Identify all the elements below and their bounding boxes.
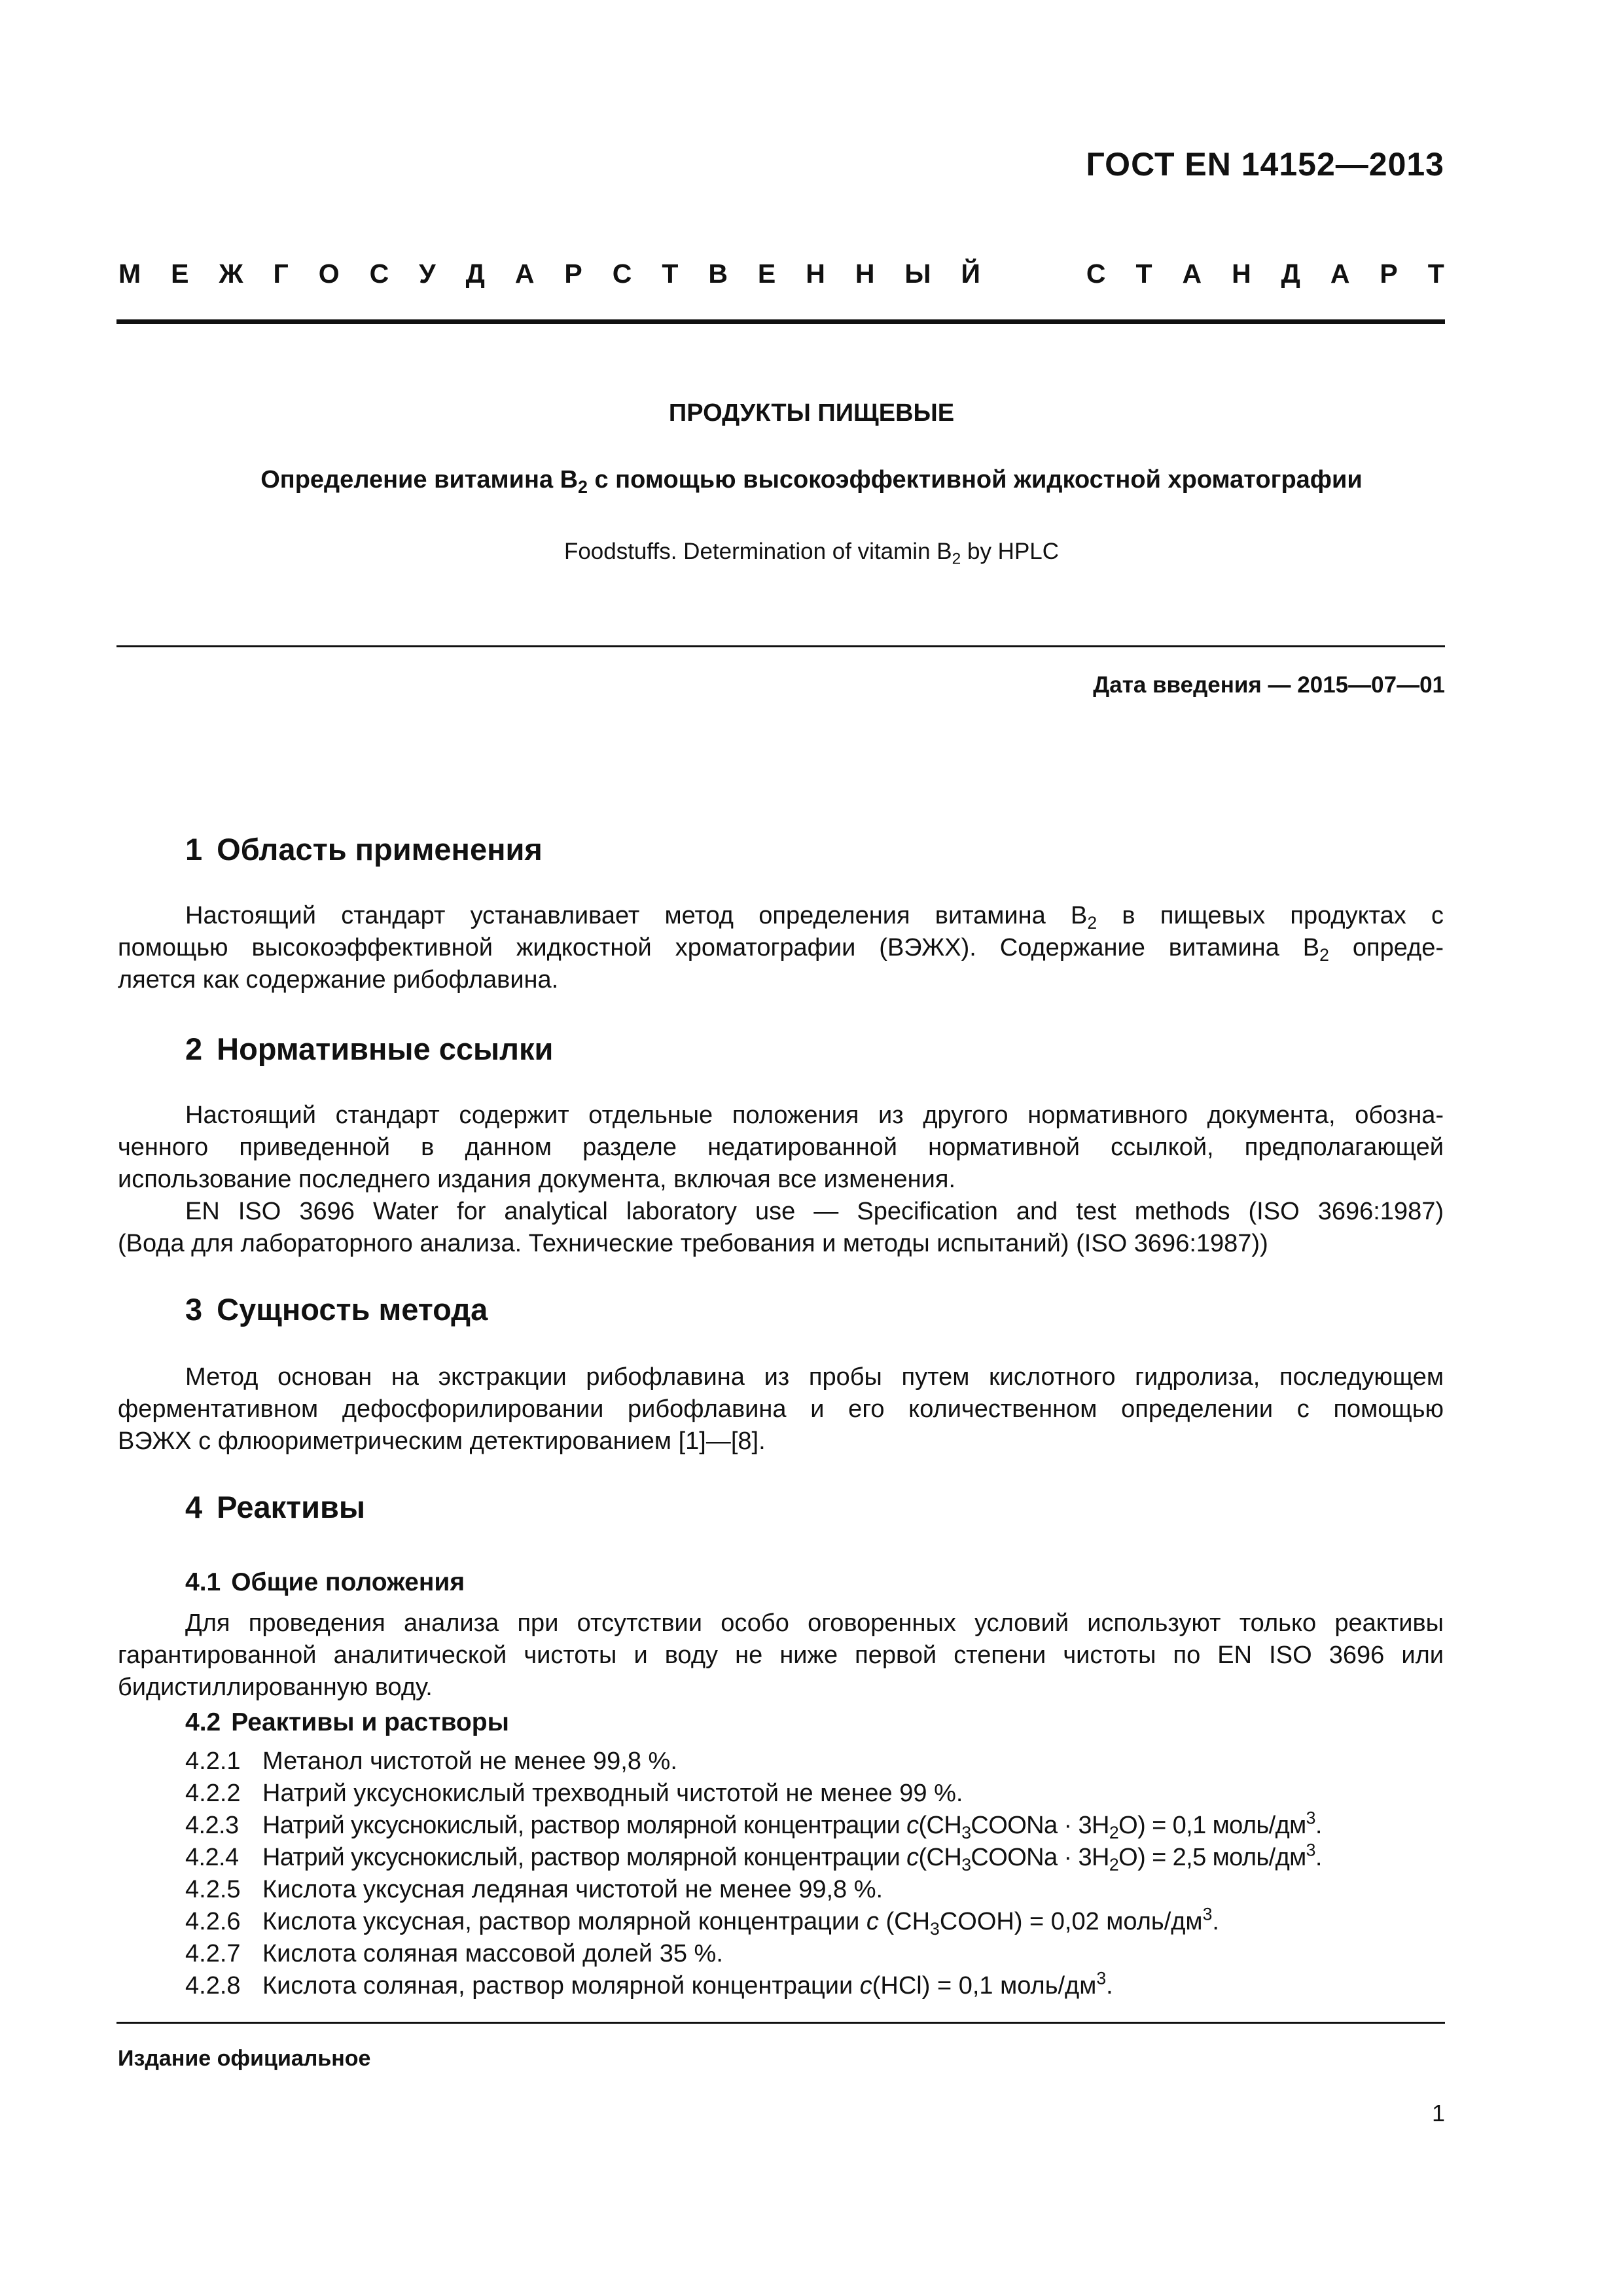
section-3-paragraph xyxy=(118,1361,1444,1458)
banner-letter: Ы xyxy=(904,259,931,289)
paragraph-line: бидистиллированную воду. xyxy=(118,1674,433,1701)
section-1-paragraph xyxy=(118,900,1444,996)
banner-letter: Н xyxy=(1232,259,1251,289)
paragraph-line: ляется как содержание рибофлавина. xyxy=(118,966,559,994)
english-title-text: Foodstuffs. Determination of vitamin B xyxy=(563,539,952,564)
section-title: Реактивы xyxy=(217,1490,366,1524)
subsection-number: 4.2 xyxy=(185,1708,221,1736)
paragraph-line: ченного приведенной в данном разделе недатированной нормативной ссылкой, предполагающей xyxy=(118,1134,1444,1161)
banner-letter: Е xyxy=(757,259,776,289)
banner-letter: Т xyxy=(1135,259,1152,289)
reagent-item: 4.2.3 Натрий уксуснокислый, раствор молярной концентрации $c(CH_3COONa \cdot 3H_2O) = 0,1$ моль/$дм^3$. xyxy=(185,1808,1322,1842)
banner-letter: Т xyxy=(662,259,679,289)
reagent-item: 4.2.2 Натрий уксуснокислый трехводный чистотой не менее 99 %. xyxy=(185,1780,963,1807)
english-title-subscript: 2 xyxy=(952,550,961,568)
subtitle-text: с помощью высокоэффективной жидкостной хроматографии xyxy=(587,466,1363,493)
footer-rule xyxy=(116,2022,1445,2024)
paragraph-line: Метод основан на экстракции рибофлавина из пробы путем кислотного гидролиза, последующем xyxy=(185,1363,1444,1391)
normative-reference-line: (Вода для лабораторного анализа. Технические требования и методы испытаний) (ISO 3696:1987)) xyxy=(118,1230,1268,1257)
reagent-item: 4.2.6 Кислота уксусная, раствор молярной концентрации c $(CH_3COOH) = 0,02$ моль/$дм^3$. xyxy=(185,1904,1219,1939)
subtitle-text: Определение витамина В xyxy=(260,466,579,493)
normative-reference-line: EN ISO 3696 Water for analytical laboratory use — Specification and test methods (ISO 3696:1987) xyxy=(185,1198,1444,1225)
reagent-item: 4.2.5 Кислота уксусная ледяная чистотой не менее 99,8 %. xyxy=(185,1876,883,1903)
section-number: 4 xyxy=(185,1490,203,1524)
document-title: ПРОДУКТЫ ПИЩЕВЫЕ xyxy=(668,399,955,427)
banner-letter: А xyxy=(1182,259,1202,289)
reagent-item: 4.2.1 Метанол чистотой не менее 99,8 %. xyxy=(185,1748,677,1775)
section-title: Нормативные ссылки xyxy=(217,1031,554,1066)
banner-letter: С xyxy=(1086,259,1106,289)
banner-letter: С xyxy=(612,259,632,289)
section-heading-1 xyxy=(185,831,543,867)
paragraph-line: ВЭЖХ с флюориметрическим детектированием [1]—[8]. xyxy=(118,1427,766,1455)
subsection-title: Общие положения xyxy=(231,1568,465,1596)
banner-letter: О xyxy=(318,259,340,289)
banner-letter: Н xyxy=(855,259,875,289)
section-number: 1 xyxy=(185,832,203,867)
banner-letter: В xyxy=(708,259,728,289)
banner-letter: Й xyxy=(961,259,980,289)
banner-letter: Ж xyxy=(219,259,243,289)
section-2-paragraph xyxy=(118,1100,1444,1260)
document-number: ГОСТ EN 14152—2013 xyxy=(1086,146,1444,183)
banner-letter: Е xyxy=(171,259,189,289)
banner-letter: Р xyxy=(1380,259,1398,289)
section-number: 2 xyxy=(185,1031,203,1066)
standard-banner xyxy=(118,259,1444,289)
subsection-title: Реактивы и растворы xyxy=(231,1708,509,1736)
section-heading-2 xyxy=(185,1031,553,1067)
subsection-heading-4-2 xyxy=(185,1708,509,1737)
reagent-item: 4.2.4 Натрий уксуснокислый, раствор молярной концентрации $c(CH_3COONa \cdot 3H_2O) = 2,5$ моль/$дм^3$. xyxy=(185,1840,1322,1874)
banner-letter: Н xyxy=(806,259,825,289)
paragraph-line: помощью высокоэффективной жидкостной хроматографии (ВЭЖХ). Содержание витамина $В_2$ опреде- xyxy=(118,934,1444,965)
subsection-heading-4-1 xyxy=(185,1568,465,1597)
banner-letter: У xyxy=(419,259,436,289)
banner-gap xyxy=(1010,259,1056,289)
section-title: Область применения xyxy=(217,832,543,867)
section-number: 3 xyxy=(185,1292,203,1327)
introduction-date: Дата введения — 2015—07—01 xyxy=(1093,672,1445,698)
section-4-1-paragraph xyxy=(118,1607,1444,1704)
section-title: Сущность метода xyxy=(217,1292,488,1327)
banner-letter: М xyxy=(118,259,141,289)
document-subtitle xyxy=(0,466,1623,497)
section-heading-3 xyxy=(185,1291,488,1327)
banner-letter: А xyxy=(1330,259,1350,289)
banner-letter: Г xyxy=(273,259,289,289)
banner-rule xyxy=(116,319,1445,324)
banner-letter: С xyxy=(369,259,389,289)
english-title-text: by HPLC xyxy=(961,539,1060,564)
subtitle-subscript: 2 xyxy=(578,476,588,497)
english-title xyxy=(0,539,1623,568)
banner-letter: Р xyxy=(564,259,582,289)
banner-letter: Т xyxy=(1427,259,1444,289)
section-heading-4 xyxy=(185,1489,365,1525)
official-edition-label: Издание официальное xyxy=(118,2046,371,2071)
reagent-item: 4.2.8 Кислота соляная, раствор молярной концентрации c(HCl) = 0,1 моль/$дм^3$. xyxy=(185,1968,1113,2000)
subsection-number: 4.1 xyxy=(185,1568,221,1596)
reagent-item: 4.2.7 Кислота соляная массовой долей 35 %. xyxy=(185,1940,723,1967)
paragraph-line: Для проведения анализа при отсутствии особо оговоренных условий используют только реактивы xyxy=(185,1609,1444,1637)
title-rule xyxy=(116,645,1445,647)
banner-letter: А xyxy=(514,259,535,289)
page-number: 1 xyxy=(1431,2100,1445,2126)
paragraph-line: ферментативном дефосфорилировании рибофлавина и его количественном определении с помощью xyxy=(118,1395,1444,1423)
banner-letter: Д xyxy=(465,259,485,289)
paragraph-line: гарантированной аналитической чистоты и воду не ниже первой степени чистоты по EN ISO 3696 или xyxy=(118,1641,1444,1669)
paragraph-line: Настоящий стандарт устанавливает метод определения витамина $В_2$ в пищевых продуктах с xyxy=(185,902,1444,933)
paragraph-line: Настоящий стандарт содержит отдельные положения из другого нормативного документа, обозна- xyxy=(185,1102,1444,1129)
banner-letter: Д xyxy=(1281,259,1300,289)
paragraph-line: использование последнего издания документа, включая все изменения. xyxy=(118,1166,956,1193)
